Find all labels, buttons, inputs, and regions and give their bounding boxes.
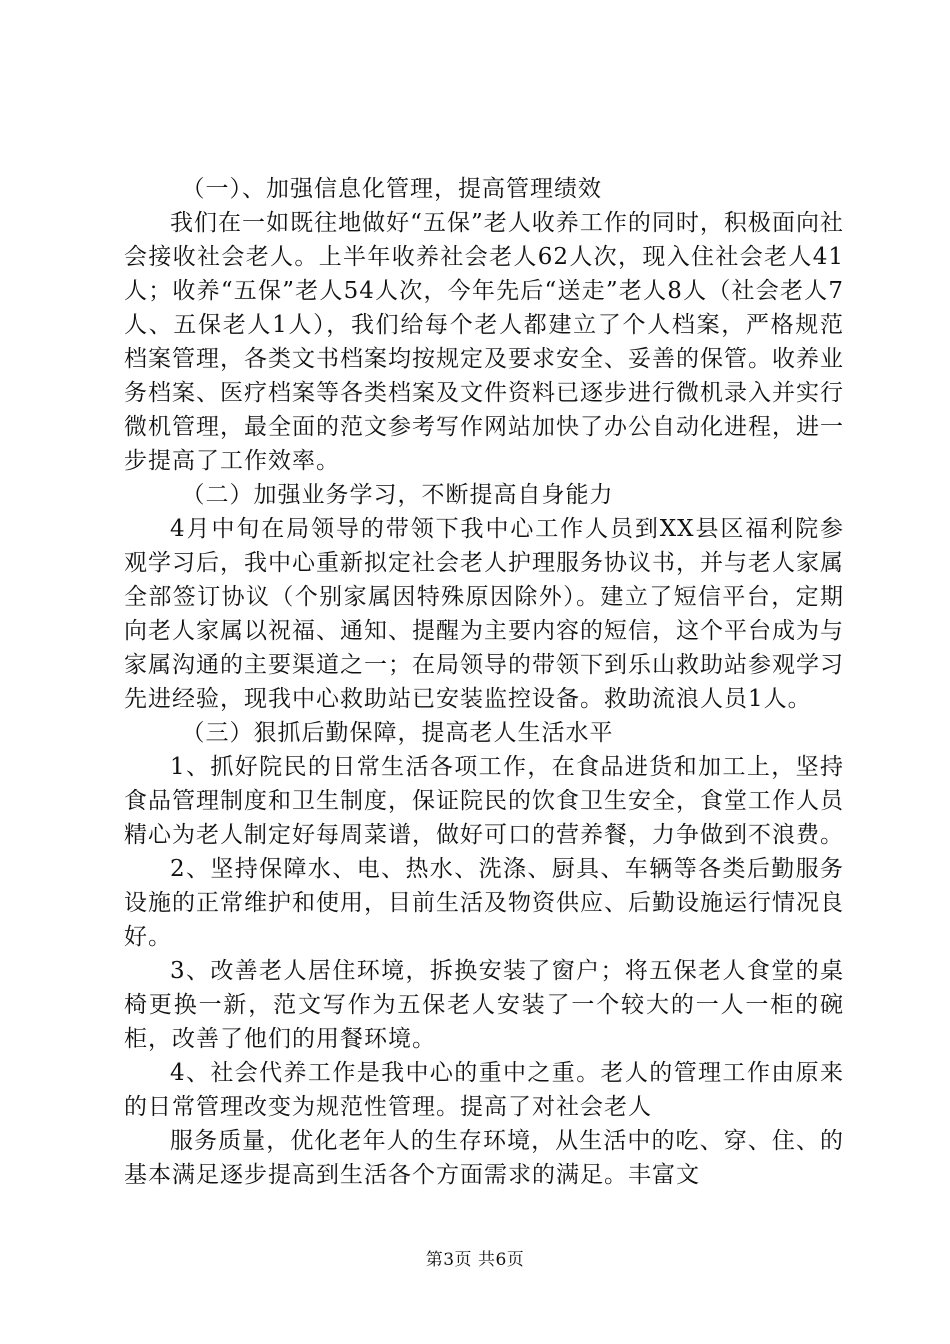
paragraph-item-2: 2、坚持保障水、电、热水、洗涤、厨具、车辆等各类后勤服务设施的正常维护和使用，目前生活及物资供应、后勤设施运行情况良好。 [124,856,844,950]
paragraph-item-4: 4、社会代养工作是我中心的重中之重。老人的管理工作由原来的日常管理改变为规范性管理。提高了对社会老人 [124,1060,844,1120]
paragraph-item-1: 1、抓好院民的日常生活各项工作，在食品进货和加工上，坚持食品管理制度和卫生制度，保证院民的饮食卫生安全，食堂工作人员精心为老人制定好每周菜谱，做好可口的营养餐，力争做到不浪费。 [124,754,844,848]
section-heading-1: （一）、加强信息化管理，提高管理绩效 [181,176,602,202]
page-number-footer: 第3页 共6页 [425,1250,525,1270]
section-heading-2: （二）加强业务学习，不断提高自身能力 [181,482,614,508]
section-heading-3: （三）狠抓后勤保障，提高老人生活水平 [181,720,614,746]
paragraph-item-3: 3、改善老人居住环境，拆换安装了窗户；将五保老人食堂的桌椅更换一新，范文写作为五保老人安装了一个较大的一人一柜的碗柜，改善了他们的用餐环境。 [124,958,844,1052]
paragraph-study: 4月中旬在局领导的带领下我中心工作人员到XX县区福利院参观学习后，我中心重新拟定社会老人护理服务协议书，并与老人家属全部签订协议（个别家属因特殊原因除外）。建立了短信平台，定期向老人家属以祝福、通知、提醒为主要内容的短信，这个平台成为与家属沟通的主要渠道之一；在局领导的带领下到乐山救助站参观学习先进经验，现我中心救助站已安装监控设备。救助流浪人员1人。 [124,516,844,712]
paragraph-continuation: 服务质量，优化老年人的生存环境，从生活中的吃、穿、住、的基本满足逐步提高到生活各个方面需求的满足。丰富文 [124,1128,844,1188]
document-body [124,172,844,1192]
paragraph-archives: 我们在一如既往地做好“五保”老人收养工作的同时，积极面向社会接收社会老人。上半年收养社会老人62人次，现入住社会老人41人；收养“五保”老人54人次，今年先后“送走”老人8人（社会老人7人、五保老人1人），我们给每个老人都建立了个人档案，严格规范档案管理，各类文书档案均按规定及要求安全、妥善的保管。收养业务档案、医疗档案等各类档案及文件资料已逐步进行微机录入并实行微机管理，最全面的范文参考写作网站加快了办公自动化进程，进一步提高了工作效率。 [124,210,844,474]
